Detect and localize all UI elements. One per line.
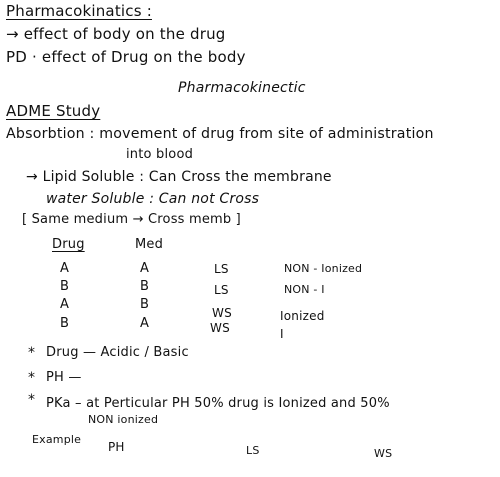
water-soluble-note: water Soluble : Can not Cross bbox=[46, 191, 260, 207]
pd-definition: PD · effect of Drug on the body bbox=[6, 48, 246, 66]
table-cell-state: I bbox=[280, 327, 284, 341]
table-cell-state: NON - Ionized bbox=[284, 262, 363, 275]
table-cell-solubility: LS bbox=[214, 262, 229, 276]
table-cell-drug: A bbox=[60, 261, 70, 276]
pk-definition: → effect of body on the drug bbox=[6, 25, 226, 43]
table-header-drug: Drug bbox=[52, 237, 85, 252]
example-ph: PH bbox=[108, 440, 125, 454]
page-title: Pharmacokinatics : bbox=[6, 2, 152, 20]
table-cell-solubility: WS bbox=[210, 321, 230, 335]
example-label: Example bbox=[32, 433, 82, 446]
table-cell-drug: B bbox=[60, 316, 70, 331]
example-ls: LS bbox=[246, 444, 260, 457]
adme-heading: ADME Study bbox=[6, 102, 101, 120]
table-cell-solubility: LS bbox=[214, 283, 229, 297]
bullet-pka: PKa – at Perticular PH 50% drug is Ionized and 50% bbox=[46, 396, 390, 411]
bullet-ph: PH — bbox=[46, 370, 82, 385]
star-bullet-icon: * bbox=[28, 392, 36, 408]
lipid-soluble-note: → Lipid Soluble : Can Cross the membrane bbox=[26, 169, 332, 185]
table-cell-state: Ionized bbox=[280, 309, 325, 323]
same-medium-note: [ Same medium → Cross memb ] bbox=[22, 212, 241, 227]
bullet-pka-continuation: NON ionized bbox=[88, 413, 159, 426]
bullet-drug-nature: Drug — Acidic / Basic bbox=[46, 345, 189, 360]
star-bullet-icon: * bbox=[28, 345, 36, 361]
example-ws: WS bbox=[374, 447, 393, 460]
table-cell-state: NON - I bbox=[284, 283, 325, 296]
table-cell-drug: A bbox=[60, 297, 70, 312]
absorbtion-continuation: into blood bbox=[126, 147, 194, 162]
table-cell-med: A bbox=[140, 261, 150, 276]
table-header-med: Med bbox=[135, 237, 164, 252]
table-cell-med: B bbox=[140, 297, 150, 312]
table-cell-solubility: WS bbox=[212, 306, 232, 320]
absorbtion-definition: Absorbtion : movement of drug from site of administration bbox=[6, 126, 434, 142]
table-cell-drug: B bbox=[60, 279, 70, 294]
star-bullet-icon: * bbox=[28, 370, 36, 386]
table-cell-med: B bbox=[140, 279, 150, 294]
section-heading: Pharmacokinectic bbox=[178, 80, 306, 96]
table-cell-med: A bbox=[140, 316, 150, 331]
